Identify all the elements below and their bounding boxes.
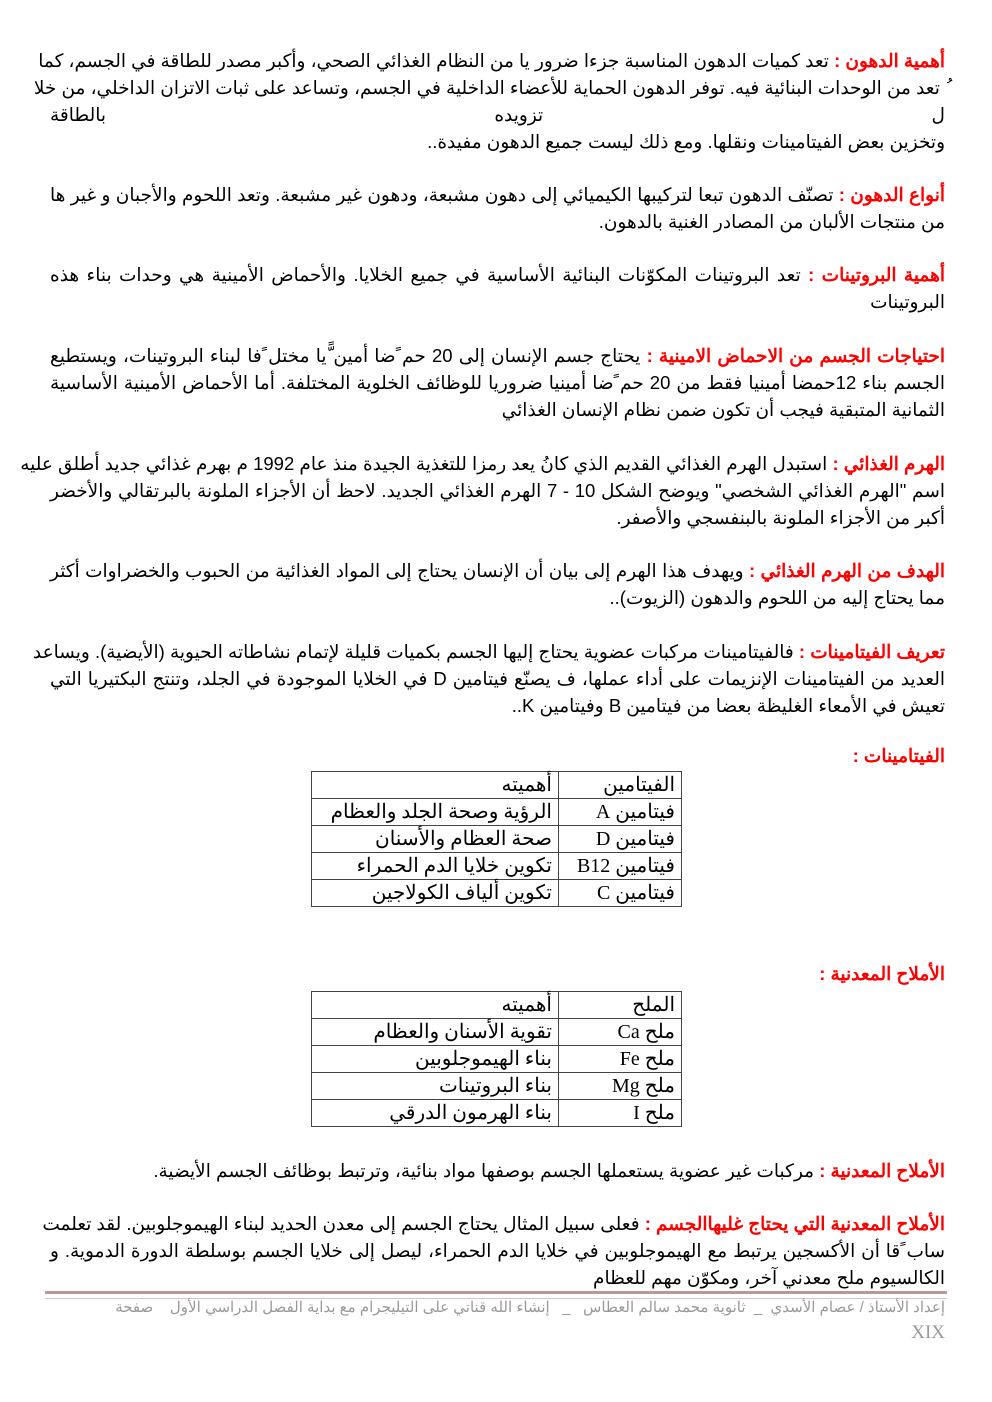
text-line (50, 1157, 945, 1184)
table-cell: أهميته (312, 772, 559, 799)
paragraph (33, 47, 945, 155)
table-row (312, 799, 682, 826)
minerals-heading: الأملاح المعدنية : (819, 963, 945, 984)
line-text: تصنّف الدهون تبعا لتركيبها الكيميائي إلى دهون مشبعة، ودهون غير مشبعة. وتعد اللحوم والأجبان و غير ها (50, 184, 834, 205)
line-text: ل تزويده بالطاقة (50, 104, 945, 125)
table-cell: بناء الهيموجلوبين (312, 1046, 559, 1073)
line-text: أكبر من الأجزاء الملونة بالبنفسجي والأصفر. (616, 507, 945, 528)
line-text: الثمانية المتبقية فيجب أن تكون ضمن نظام الإنسان الغذائي (501, 399, 945, 420)
table-cell: ملح Fe (559, 1046, 682, 1073)
table-cell: تكوين خلايا الدم الحمراء (312, 853, 559, 880)
table-cell: ملح Ca (559, 1019, 682, 1046)
text-line (50, 288, 945, 315)
paragraph (42, 1210, 945, 1291)
paragraph (50, 181, 945, 235)
paragraph-title: أهمية البروتينات : (808, 264, 946, 285)
paragraph-title: الأملاح المعدنية : (819, 1160, 945, 1181)
line-text: تعد كميات الدهون المناسبة جزءا ضرور يا من النظام الغذائي الصحي، وأكبر مصدر للطاقة في الجسم، كما (38, 50, 829, 71)
text-line (50, 692, 945, 719)
table-row (312, 1019, 682, 1046)
line-text: من منتجات الألبان من المصادر الغنية بالدهون. (598, 211, 945, 232)
line-text: مما يحتاج إليه من اللحوم والدهون (الزيوت).. (609, 587, 945, 608)
paragraph-title: أهمية الدهون : (834, 50, 945, 71)
line-text: ُ تعد من الوحدات البنائية فيه. توفر الدهون الحماية للأعضاء الداخلية في الجسم، وتساعد على ثبات الاتزان الداخلي، من خلا (33, 77, 945, 98)
text-line (50, 128, 945, 155)
table-row (312, 1073, 682, 1100)
table-row (312, 826, 682, 853)
line-text: يحتاج جسم الإنسان إلى 20 حم ًضا أمين ًّيا مختل ًفا لبناء البروتينات، ويستطيع (50, 345, 641, 366)
line-text: الجسم بناء 12حمضا أمينيا فقط من 20 حم ًضا أمينيا ضروريا للوظائف الخلوية المختلفة. أما الأحماض الأمينية الأساسية (50, 372, 945, 393)
paragraph (20, 450, 945, 531)
line-text: ويهدف هذا الهرم إلى بيان أن الإنسان يحتاج إلى المواد الغذائية من الحبوب والخضراوات أكثر (50, 560, 744, 581)
text-line (50, 101, 945, 128)
table-row (312, 880, 682, 907)
text-line (50, 181, 945, 208)
table-row (312, 1046, 682, 1073)
paragraph-title: تعريف الفيتامينات : (798, 641, 945, 662)
line-text: وتخزين بعض الفيتامينات ونقلها. ومع ذلك ليست جميع الدهون مفيدة.. (427, 131, 945, 152)
vitamins-heading: الفيتامينات : (852, 745, 945, 766)
text-line (38, 47, 945, 74)
text-line (32, 638, 945, 665)
paragraph (50, 342, 945, 423)
line-text: فالفيتامينات مركبات عضوية يحتاج إليها الجسم بكميات قليلة لإتمام نشاطاته الحيوية (الأيضية). ويساعد (32, 641, 794, 662)
text-line (50, 584, 945, 611)
line-text: الكالسيوم ملح معدني آخر، ومكوّن مهم للعظام (593, 1267, 945, 1288)
paragraph (32, 638, 946, 719)
table-cell: تقوية الأسنان والعظام (312, 1019, 559, 1046)
table-row (312, 1100, 682, 1127)
line-text: تعيش في الأمعاء الغليظة بعضا من فيتامين B وفيتامين K.. (511, 695, 945, 716)
table-cell: الملح (559, 992, 682, 1019)
footer-text: إعداد الأستاذ / عصام الأسدي _ ثانوية محمد سالم العطاس _ إنشاء الله قناتي على التيليجرام مع بداية الفصل الدراسي الأول صفحة (115, 1299, 945, 1316)
paragraph (50, 557, 945, 611)
table-cell: الرؤية وصحة الجلد والعظام (312, 799, 559, 826)
table-cell: فيتامين A (559, 799, 682, 826)
page-number: XIX (911, 1322, 945, 1343)
line-text: العديد من الفيتامينات الإنزيمات على أداء عملها، ف يصنّع فيتامين D في الخلايا الموجودة في الجلد، وتنتج البكتيريا التي (50, 668, 946, 689)
text-line (50, 477, 945, 504)
text-line (42, 1210, 945, 1237)
line-text: ساب ًقا أن الأكسجين يرتبط مع الهيموجلوبين في خلايا الدم الحمراء، ليصل إلى خلايا الجسم بوسلطة الدورة الدموية. و (50, 1240, 945, 1261)
table-cell: صحة العظام والأسنان (312, 826, 559, 853)
table-cell: الفيتامين (559, 772, 682, 799)
text-line (20, 450, 945, 477)
table-cell: بناء الهرمون الدرقي (312, 1100, 559, 1127)
paragraph-title: الأملاح المعدنية التي يحتاج غليهاالجسم : (644, 1213, 945, 1234)
paragraph (50, 1157, 945, 1184)
line-text: استبدل الهرم الغذائي القديم الذي كانُ يعد رمزا للتغذية الجيدة منذ عام 1992 م بهرم غذائي جديد أطلق عليه (20, 453, 828, 474)
text-line (50, 1237, 945, 1264)
line-text: اسم "الهرم الغذائي الشخصي" ويوضح الشكل 10 - 7 الهرم الغذائي الجديد. لاحظ أن الأجزاء الملونة بالبرتقالي والأخضر (50, 480, 945, 501)
text-line (33, 74, 945, 101)
line-text: مركبات غير عضوية يستعملها الجسم بوصفها مواد بنائية، وترتبط بوظائف الجسم الأيضية. (153, 1160, 815, 1181)
minerals-table (311, 991, 682, 1127)
table-header-row (312, 772, 682, 799)
text-line (50, 504, 945, 531)
paragraph-title: الهرم الغذائي : (832, 453, 945, 474)
line-text: تعد البروتينات المكوّنات البنائية الأساسية في جميع الخلايا. والأحماض الأمينية هي وحدات بناء هذه (50, 264, 801, 285)
text-line (50, 369, 945, 396)
text-line (50, 261, 945, 288)
text-line (50, 342, 945, 369)
table-cell: أهميته (312, 992, 559, 1019)
text-line (50, 208, 945, 235)
table-row (312, 853, 682, 880)
table-cell: فيتامين B12 (559, 853, 682, 880)
table-header-row (312, 992, 682, 1019)
line-text: البروتينات (870, 291, 945, 312)
paragraph-title: أنواع الدهون : (838, 184, 945, 205)
paragraph-title: الهدف من الهرم الغذائي : (749, 560, 945, 581)
paragraph (50, 261, 945, 315)
table-cell: بناء البروتينات (312, 1073, 559, 1100)
text-line (50, 665, 945, 692)
paragraph-title: احتياجات الجسم من الاحماض الامينية : (646, 345, 946, 366)
text-line (50, 1264, 945, 1291)
text-line (50, 396, 945, 423)
vitamins-table (311, 771, 682, 907)
table-cell: ملح Mg (559, 1073, 682, 1100)
table-cell: فيتامين C (559, 880, 682, 907)
table-cell: تكوين ألياف الكولاجين (312, 880, 559, 907)
line-text: فعلى سبيل المثال يحتاج الجسم إلى معدن الحديد لبناء الهيموجلوبين. لقد تعلمت (42, 1213, 640, 1234)
table-cell: فيتامين D (559, 826, 682, 853)
text-line (50, 557, 945, 584)
table-cell: ملح I (559, 1100, 682, 1127)
